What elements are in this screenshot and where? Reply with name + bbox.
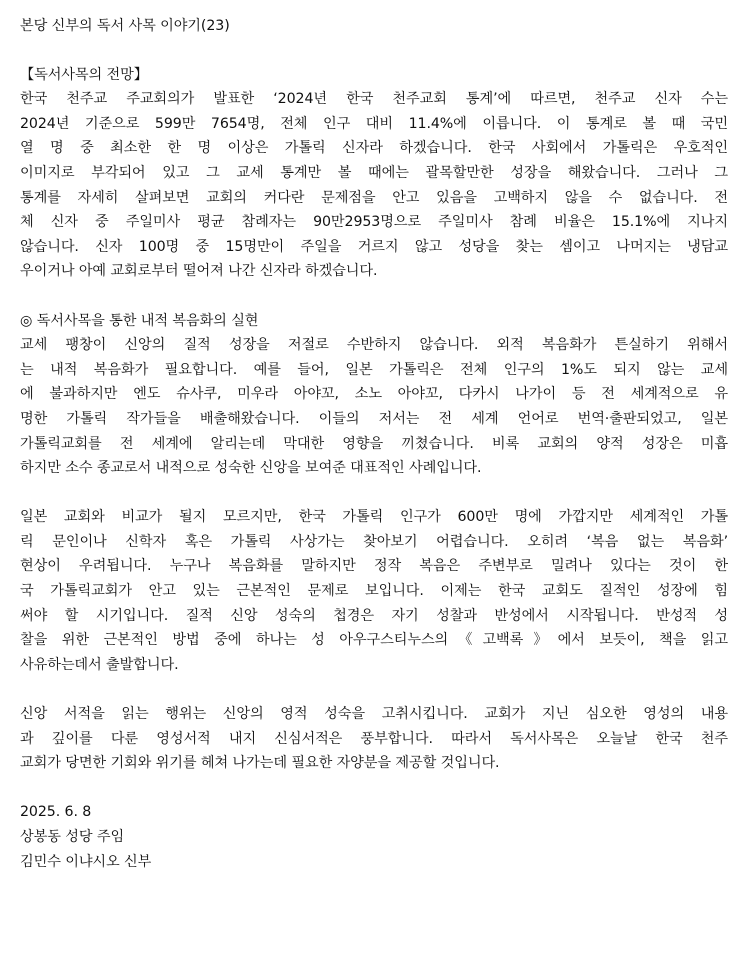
body-line: 과 깊이를 다룬 영성서적 내지 신심서적은 풍부합니다. 따라서 독서사목은 오늘날 한국 천주: [20, 730, 728, 747]
body-line: 이미지로 부각되어 있고 그 교세 통계만 볼 때에는 괄목할만한 성장을 해왔습니다. 그러나 그: [20, 164, 728, 181]
body-line: 우이거나 아예 교회로부터 떨어져 나간 신자라 하겠습니다.: [20, 263, 378, 280]
body-line: 에 불과하지만 엔도 슈사쿠, 미우라 아야꼬, 소노 아야꼬, 다카시 나가이 등 전 세계적으로 유: [20, 386, 728, 403]
body-line: 는 내적 복음화가 필요합니다. 예를 들어, 일본 가톨릭은 전체 인구의 1%도 되지 않는 교세: [20, 361, 728, 378]
section-body: [20, 87, 728, 284]
body-line: 일본 교회와 비교가 될지 모르지만, 한국 가톨릭 인구가 600만 명에 가깝지만 세계적인 가톨: [20, 509, 728, 526]
paragraph-gap: [20, 776, 728, 801]
body-line: 하지만 소수 종교로서 내적으로 성숙한 신앙을 보여준 대표적인 사례입니다.: [20, 460, 482, 477]
paragraph-gap: [20, 677, 728, 702]
body-line: 명한 가톨릭 작가들을 배출해왔습니다. 이들의 저서는 전 세계 언어로 번역·출판되었고, 일본: [20, 410, 728, 427]
section-heading: 【독서사목의 전망】: [20, 66, 148, 83]
signature-date: 2025. 6. 8: [20, 804, 92, 821]
body-line: 가톨릭교회를 전 세계에 알리는데 막대한 영향을 끼쳤습니다. 비록 교회의 양적 성장은 미흡: [20, 435, 728, 452]
body-line: 체 신자 중 주일미사 평균 참례자는 90만2953명으로 주일미사 참례 비율은 15.1%에 지나지: [20, 214, 728, 231]
body-line: 사유하는데서 출발합니다.: [20, 656, 179, 673]
body-line: 2024년 기준으로 599만 7654명, 전체 인구 대비 11.4%에 이릅니다. 이 통계로 볼 때 국민: [20, 115, 728, 132]
signature-position: 상봉동 성당 주임: [20, 829, 125, 845]
body-line: 현상이 우려됩니다. 누구나 복음화를 말하지만 정작 복음은 주변부로 밀려나 있다는 것이 한: [20, 558, 728, 575]
signature-name: 김민수 이냐시오 신부: [20, 853, 152, 870]
section-body: [20, 702, 728, 776]
section-body: [20, 333, 728, 481]
body-line: 써야 할 시기입니다. 질적 신앙 성숙의 첩경은 자기 성찰과 반성에서 시작됩니다. 반성적 성: [20, 607, 728, 624]
body-line: 국 가톨릭교회가 안고 있는 근본적인 문제로 보입니다. 이제는 한국 교회도 질적인 성장에 힘: [20, 583, 728, 600]
document-title: 본당 신부의 독서 사목 이야기(23): [20, 18, 230, 34]
body-line: 찰을 위한 근본적인 방법 중에 하나는 성 아우구스티누스의《고백록》에서 보듯이, 책을 읽고: [20, 632, 728, 649]
body-line: 교세 팽창이 신앙의 질적 성장을 저절로 수반하지 않습니다. 외적 복음화가 튼실하기 위해서: [20, 337, 728, 354]
body-line: 통계를 자세히 살펴보면 교회의 커다란 문제점을 안고 있음을 고백하지 않을 수 없습니다. 전: [20, 189, 728, 206]
body-line: 한국 천주교 주교회의가 발표한 ‘2024년 한국 천주교회 통계’에 따르면, 천주교 신자 수는: [20, 91, 728, 108]
body-line: 않습니다. 신자 100명 중 15명만이 주일을 거르지 않고 성당을 찾는 셈이고 나머지는 냉담교: [20, 238, 728, 255]
body-line: 릭 문인이나 신학자 혹은 가톨릭 사상가는 찾아보기 어렵습니다. 오히려 ‘복음 없는 복음화’: [20, 533, 728, 550]
paragraph-gap: [20, 284, 728, 309]
section-body: [20, 505, 728, 677]
paragraph-gap: [20, 481, 728, 506]
section-heading: ◎ 독서사목을 통한 내적 복음화의 실현: [20, 312, 259, 329]
body-line: 교회가 당면한 기회와 위기를 헤쳐 나가는데 필요한 자양분을 제공할 것입니다.: [20, 755, 500, 772]
body-line: 열 명 중 최소한 한 명 이상은 가톨릭 신자라 하겠습니다. 한국 사회에서 가톨릭은 우호적인: [20, 140, 728, 157]
signature-block: [20, 800, 728, 874]
body-line: 신앙 서적을 읽는 행위는 신앙의 영적 성숙을 고취시킵니다. 교회가 지닌 심오한 영성의 내용: [20, 706, 728, 723]
document-page: [20, 14, 728, 874]
